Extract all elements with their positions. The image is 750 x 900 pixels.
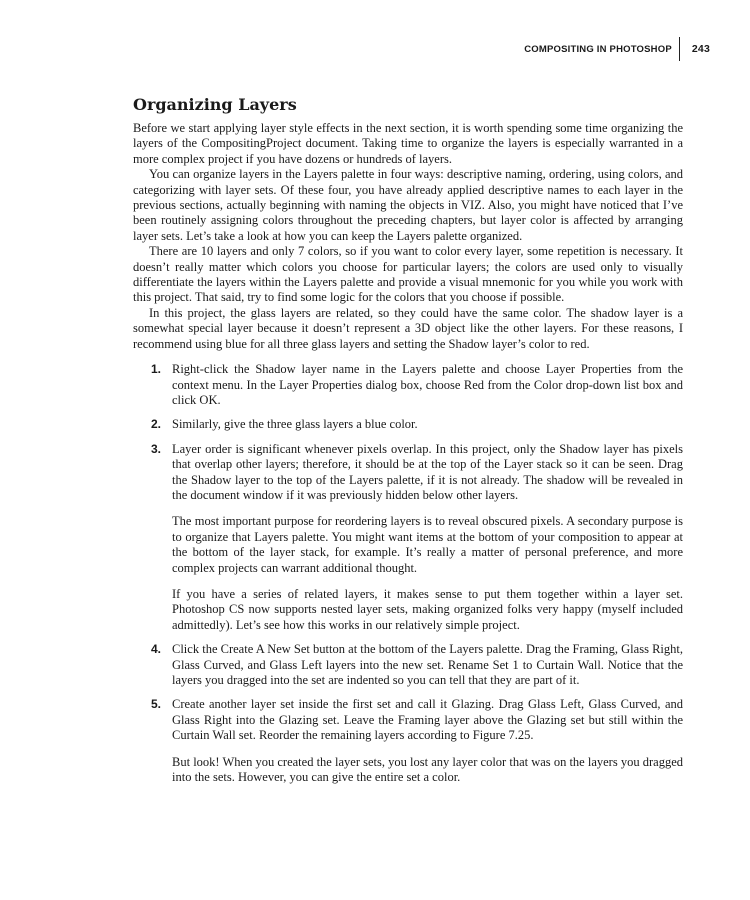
page-content — [133, 95, 683, 794]
intro-paragraph: Before we start applying layer style effects in the next section, it is worth spending some time organizing the layers of the CompositingProject document. Taking time to organize the layers is especially warranted in a more complex project if you have dozens or hundreds of layers. — [133, 121, 683, 166]
step-note: But look! When you created the layer sets, you lost any layer color that was on the layers you dragged into the sets. However, you can give the entire set a color. — [172, 754, 683, 785]
step-number: 2. — [151, 417, 162, 432]
step-text: Click the Create A New Set button at the bottom of the Layers palette. Drag the Framing, Glass Right, Glass Curved, and Glass Left layers into the new set. Rename Set 1 to Curtain Wall. Notice that the layers you dragged into the set are indented so you can tell that they are part of it. — [172, 642, 683, 687]
step-text: Create another layer set inside the first set and call it Glazing. Drag Glass Left, Glass Curved, and Glass Right into the Glazing set. Leave the Framing layer above the Glazing set but still within the Curtain Wall set. Reorder the remaining layers according to Figure 7.25. — [172, 697, 683, 743]
step-text: Right-click the Shadow layer name in the Layers palette and choose Layer Properties from the context menu. In the Layer Properties dialog box, choose Red from the Color drop-down list box and click OK. — [172, 362, 683, 407]
step-number: 4. — [151, 642, 162, 657]
step-text: Similarly, give the three glass layers a blue color. — [172, 417, 418, 432]
running-head-title: COMPOSITING IN PHOTOSHOP — [524, 43, 672, 55]
step-item — [133, 442, 683, 633]
step-item — [133, 697, 683, 785]
body-paragraph: In this project, the glass layers are related, so they could have the same color. The shadow layer is a somewhat special layer because it doesn’t represent a 3D object like the other layers. For these reasons, I recommend using blue for all three glass layers and setting the Shadow layer’s color to red. — [133, 305, 683, 351]
running-head — [524, 37, 710, 61]
step-item — [133, 642, 683, 688]
step-number: 5. — [151, 697, 162, 712]
section-heading: Organizing Layers — [133, 95, 297, 114]
step-note: The most important purpose for reordering layers is to reveal obscured pixels. A secondary purpose is to organize that Layers palette. You might want items at the bottom of your composition to appear at the bottom of the layer stack, for example. It’s really a matter of personal preference, and more complex projects can warrant additional thought. — [172, 514, 683, 575]
steps-list — [133, 362, 683, 785]
page-number: 243 — [691, 43, 710, 55]
body-paragraph: There are 10 layers and only 7 colors, so if you want to color every layer, some repetition is necessary. It doesn’t really matter which colors you choose for particular layers; the colors are used only to visually differentiate the layers within the Layers palette and provide a visual mnemonic for you while you work with this project. That said, try to find some logic for the colors that you choose if possible. — [133, 244, 683, 305]
step-number: 3. — [151, 441, 162, 456]
running-head-divider — [679, 37, 680, 61]
step-note: If you have a series of related layers, it makes sense to put them together within a layer set. Photoshop CS now supports nested layer sets, making organized folks very happy (myself included admittedly). Let’s see how this works in our relatively simple project. — [172, 586, 683, 632]
step-item — [133, 362, 683, 408]
step-text: Layer order is significant whenever pixels overlap. In this project, only the Shadow layer has pixels that overlap other layers; therefore, it should be at the top of the Layer stack so it can be seen. Drag the Shadow layer to the top of the Layers palette, if it is not already. The shadow will be revealed in the document window if it was previously hidden below other layers. — [172, 441, 683, 502]
step-item — [133, 417, 683, 432]
step-number: 1. — [151, 362, 162, 377]
body-paragraph: You can organize layers in the Layers palette in four ways: descriptive naming, ordering, using colors, and categorizing with layer sets. Of these four, you have already applied descriptive names to each layer in the previous sections, actually beginning with naming the objects in VIZ. Also, you might have noticed that I’ve been routinely assigning colors throughout the preceding chapters, but layer color is affected by arranging layer sets. Let’s take a look at how you can keep the Layers palette organized. — [133, 167, 683, 243]
